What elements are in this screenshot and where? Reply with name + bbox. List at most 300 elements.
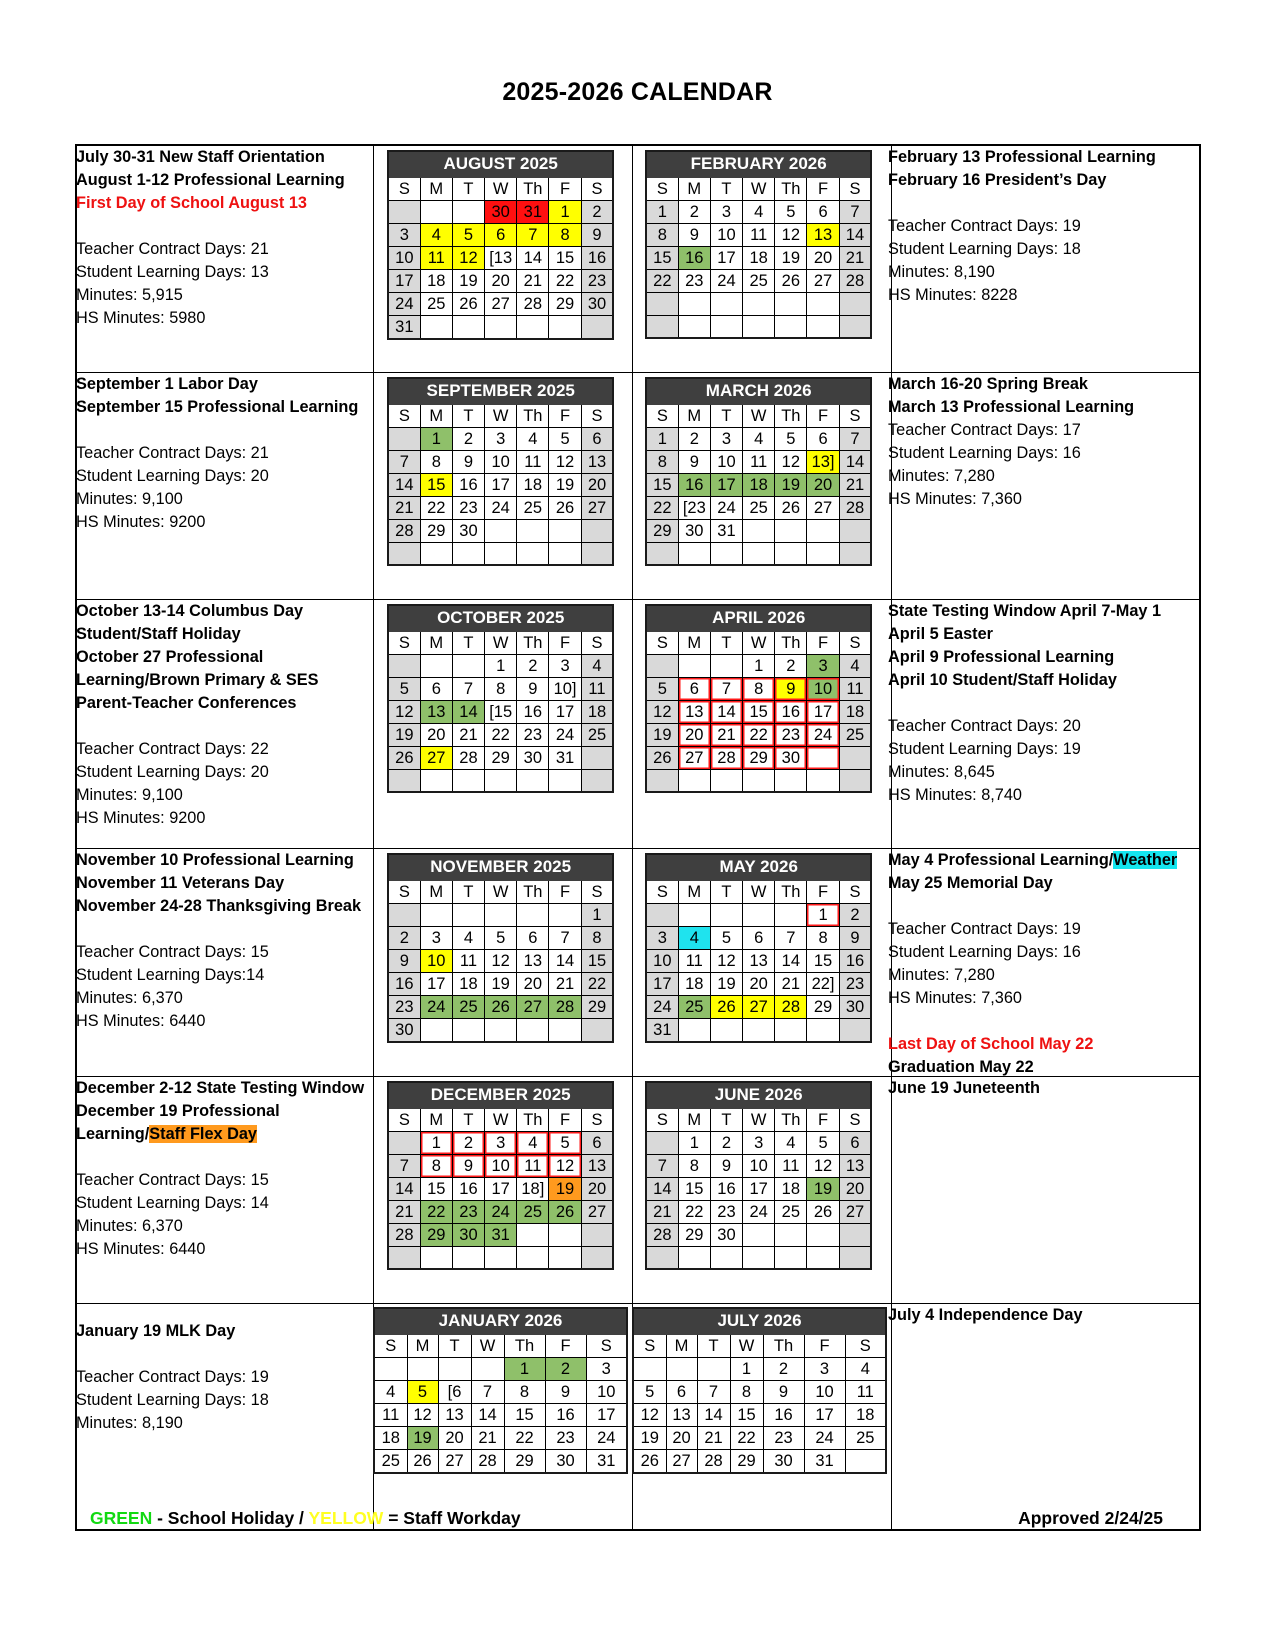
weekday-header: S (581, 880, 613, 903)
day-cell (452, 1246, 484, 1269)
day-cell: 20 (581, 473, 613, 496)
note-line: Teacher Contract Days: 19 (888, 920, 1081, 938)
note-line: Minutes: 8,190 (76, 1414, 183, 1432)
month-calendar (632, 1307, 887, 1474)
day-cell: 15 (504, 1403, 545, 1426)
weekday-header: S (839, 1108, 871, 1131)
note-line: March 16-20 Spring Break (888, 375, 1088, 393)
day-cell: 25 (374, 1449, 407, 1473)
day-cell: 10 (485, 1154, 517, 1177)
weekday-header: S (646, 880, 678, 903)
day-cell: 20 (581, 1177, 613, 1200)
day-cell (678, 1246, 710, 1269)
day-cell: 8 (485, 677, 517, 700)
weekday-header: S (839, 631, 871, 654)
note-line: Minutes: 8,645 (888, 763, 995, 781)
day-cell: 12 (549, 450, 581, 473)
note-line: April 9 Professional Learning (888, 648, 1115, 666)
weekday-header: S (581, 631, 613, 654)
day-cell: 17 (710, 473, 742, 496)
day-cell (374, 1357, 407, 1380)
note-spacer (76, 215, 345, 238)
day-cell: 2 (452, 1131, 484, 1154)
day-cell: 26 (646, 746, 678, 769)
weekday-header: F (807, 1108, 839, 1131)
day-cell (839, 315, 871, 338)
day-cell: 24 (586, 1426, 627, 1449)
day-cell: 2 (545, 1357, 586, 1380)
day-cell: 21 (517, 269, 549, 292)
weekday-header: F (549, 177, 581, 200)
day-cell: 12 (775, 223, 807, 246)
day-cell: 3 (388, 223, 420, 246)
note-line: Teacher Contract Days: 15 (76, 943, 269, 961)
day-cell: 27 (807, 496, 839, 519)
day-cell: 15 (807, 949, 839, 972)
note-line: Student Learning Days: 16 (888, 943, 1081, 961)
day-cell (452, 903, 484, 926)
day-cell: 16 (678, 246, 710, 269)
note-line: Minutes: 6,370 (76, 989, 183, 1007)
day-cell (743, 903, 775, 926)
day-cell: 2 (710, 1131, 742, 1154)
day-cell: 28 (697, 1449, 730, 1473)
day-cell: 24 (549, 723, 581, 746)
note-line: HS Minutes: 8228 (888, 286, 1018, 304)
day-cell: 6 (839, 1131, 871, 1154)
day-cell: 15 (678, 1177, 710, 1200)
weekday-header: W (485, 177, 517, 200)
day-cell: 9 (581, 223, 613, 246)
day-cell: 10 (710, 223, 742, 246)
month-title: DECEMBER 2025 (388, 1082, 613, 1108)
day-cell: 20 (666, 1426, 697, 1449)
day-cell (839, 769, 871, 792)
note-line: May 4 Professional Learning/Weather (888, 851, 1178, 869)
day-cell: 12 (646, 700, 678, 723)
note-line: HS Minutes: 8,740 (888, 786, 1022, 804)
note-highlight: Weather (1113, 851, 1178, 869)
day-cell: 7 (775, 926, 807, 949)
day-cell (646, 542, 678, 565)
day-cell: 2 (517, 654, 549, 677)
day-cell: 20 (438, 1426, 471, 1449)
day-cell (807, 1223, 839, 1246)
weekday-header: M (420, 631, 452, 654)
day-cell (678, 654, 710, 677)
day-cell: 30 (839, 995, 871, 1018)
day-cell (743, 1018, 775, 1042)
month-title: JANUARY 2026 (374, 1308, 627, 1334)
day-cell (517, 315, 549, 339)
day-cell: 22 (420, 1200, 452, 1223)
day-cell: 7 (710, 677, 742, 700)
note-line: Learning/Brown Primary & SES (76, 671, 319, 689)
day-cell (581, 1018, 613, 1042)
day-cell: 29 (420, 519, 452, 542)
day-cell: 2 (452, 427, 484, 450)
day-cell: 7 (517, 223, 549, 246)
day-cell: [15 (485, 700, 517, 723)
day-cell: 25 (517, 1200, 549, 1223)
approved-date: Approved 2/24/25 (1018, 1508, 1163, 1528)
day-cell: 15 (420, 473, 452, 496)
day-cell: 25 (517, 496, 549, 519)
day-cell (710, 1018, 742, 1042)
day-cell: 26 (485, 995, 517, 1018)
day-cell: 14 (549, 949, 581, 972)
day-cell: 29 (743, 746, 775, 769)
day-cell: 23 (710, 1200, 742, 1223)
day-cell: 22 (646, 496, 678, 519)
day-cell: 24 (485, 496, 517, 519)
day-cell: 23 (545, 1426, 586, 1449)
day-cell (517, 769, 549, 792)
weekday-header: T (697, 1334, 730, 1357)
day-cell: 29 (581, 995, 613, 1018)
day-cell: 8 (581, 926, 613, 949)
weekday-header: T (452, 880, 484, 903)
day-cell: 13 (678, 700, 710, 723)
day-cell (678, 769, 710, 792)
note-line: HS Minutes: 6440 (76, 1012, 206, 1030)
note-line: May 25 Memorial Day (888, 874, 1053, 892)
day-cell: 5 (549, 1131, 581, 1154)
day-cell: 14 (775, 949, 807, 972)
day-cell: 7 (388, 450, 420, 473)
legend-yellow: YELLOW (308, 1508, 384, 1528)
day-cell: 9 (517, 677, 549, 700)
day-cell: 14 (388, 1177, 420, 1200)
day-cell: 12 (549, 1154, 581, 1177)
day-cell (710, 769, 742, 792)
note-line: Minutes: 9,100 (76, 786, 183, 804)
note-spacer (76, 1146, 364, 1169)
weekday-header: T (710, 1108, 742, 1131)
day-cell: 3 (743, 1131, 775, 1154)
day-cell: 16 (581, 246, 613, 269)
month-title: APRIL 2026 (646, 605, 871, 631)
day-cell: 20 (420, 723, 452, 746)
day-cell (678, 542, 710, 565)
day-cell: 2 (678, 427, 710, 450)
day-cell: 22 (581, 972, 613, 995)
day-cell: 2 (581, 200, 613, 223)
day-cell: 18 (581, 700, 613, 723)
note-line: HS Minutes: 6440 (76, 1240, 206, 1258)
day-cell: 24 (807, 723, 839, 746)
day-cell: 26 (775, 496, 807, 519)
day-cell (471, 1357, 504, 1380)
day-cell: 12 (485, 949, 517, 972)
day-cell: 28 (710, 746, 742, 769)
day-cell: 8 (678, 1154, 710, 1177)
weekday-header: S (374, 1334, 407, 1357)
day-cell (807, 1246, 839, 1269)
day-cell: 23 (517, 723, 549, 746)
day-cell: 14 (452, 700, 484, 723)
day-cell (845, 1449, 886, 1473)
day-cell: 11 (517, 450, 549, 473)
day-cell (420, 1246, 452, 1269)
weekday-header: F (549, 631, 581, 654)
day-cell: 14 (710, 700, 742, 723)
day-cell: 27 (839, 1200, 871, 1223)
day-cell: 20 (807, 246, 839, 269)
day-cell: 23 (763, 1426, 804, 1449)
month-calendar (387, 1081, 614, 1270)
day-cell (452, 542, 484, 565)
day-cell (420, 903, 452, 926)
left-notes-0 (76, 146, 345, 330)
day-cell: 21 (775, 972, 807, 995)
day-cell: 27 (666, 1449, 697, 1473)
weekday-header: M (407, 1334, 438, 1357)
day-cell: 24 (710, 496, 742, 519)
day-cell: 17 (420, 972, 452, 995)
day-cell: 13 (420, 700, 452, 723)
day-cell (388, 542, 420, 565)
day-cell: 11 (845, 1380, 886, 1403)
day-cell (452, 1018, 484, 1042)
day-cell: 27 (517, 995, 549, 1018)
day-cell: 22] (807, 972, 839, 995)
month-title: MARCH 2026 (646, 378, 871, 404)
note-line: December 19 Professional (76, 1102, 280, 1120)
day-cell: 2 (839, 903, 871, 926)
day-cell: 11 (581, 677, 613, 700)
day-cell: 7 (549, 926, 581, 949)
day-cell: 17 (485, 1177, 517, 1200)
right-notes-4 (888, 1077, 1040, 1100)
day-cell: 21 (388, 1200, 420, 1223)
weekday-header: F (807, 177, 839, 200)
note-line: February 13 Professional Learning (888, 148, 1156, 166)
weekday-header: M (420, 1108, 452, 1131)
day-cell: 12 (388, 700, 420, 723)
note-line: First Day of School August 13 (76, 194, 307, 212)
weekday-header: S (581, 1108, 613, 1131)
day-cell: 1 (730, 1357, 763, 1380)
day-cell: 7 (471, 1380, 504, 1403)
day-cell: 8 (504, 1380, 545, 1403)
weekday-header: W (743, 631, 775, 654)
legend-sep1: - School Holiday / (152, 1508, 309, 1528)
day-cell: 30 (763, 1449, 804, 1473)
day-cell: 2 (775, 654, 807, 677)
day-cell: 12 (775, 450, 807, 473)
day-cell: 16 (452, 473, 484, 496)
day-cell (807, 746, 839, 769)
day-cell: 28 (549, 995, 581, 1018)
day-cell (581, 542, 613, 565)
day-cell: 19 (646, 723, 678, 746)
weekday-header: W (730, 1334, 763, 1357)
weekday-header: Th (517, 880, 549, 903)
weekday-header: W (485, 1108, 517, 1131)
day-cell: 23 (678, 269, 710, 292)
day-cell: 17 (743, 1177, 775, 1200)
day-cell (388, 903, 420, 926)
day-cell (839, 1223, 871, 1246)
day-cell: 23 (388, 995, 420, 1018)
note-line: February 16 President’s Day (888, 171, 1107, 189)
day-cell (807, 292, 839, 315)
day-cell: 28 (775, 995, 807, 1018)
day-cell: 27 (438, 1449, 471, 1473)
weekday-header: W (743, 177, 775, 200)
day-cell: 1 (581, 903, 613, 926)
month-calendar (645, 604, 872, 793)
day-cell: 18 (517, 473, 549, 496)
day-cell: 31 (710, 519, 742, 542)
day-cell: 25 (775, 1200, 807, 1223)
weekday-header: W (743, 880, 775, 903)
weekday-header: T (452, 631, 484, 654)
day-cell: 28 (839, 269, 871, 292)
day-cell (420, 654, 452, 677)
day-cell: 4 (581, 654, 613, 677)
day-cell: 27 (420, 746, 452, 769)
day-cell (839, 1018, 871, 1042)
day-cell: 27 (743, 995, 775, 1018)
day-cell: [13 (485, 246, 517, 269)
day-cell: 11 (775, 1154, 807, 1177)
day-cell (388, 654, 420, 677)
day-cell (517, 1223, 549, 1246)
note-line: Student Learning Days:14 (76, 966, 265, 984)
day-cell: 4 (420, 223, 452, 246)
weekday-header: Th (775, 1108, 807, 1131)
day-cell: 18] (517, 1177, 549, 1200)
weekday-header: T (710, 404, 742, 427)
day-cell: 16 (775, 700, 807, 723)
day-cell: 6 (678, 677, 710, 700)
day-cell (775, 903, 807, 926)
note-line: Minutes: 5,915 (76, 286, 183, 304)
day-cell: 22 (646, 269, 678, 292)
weekday-header: Th (517, 631, 549, 654)
day-cell: 23 (452, 1200, 484, 1223)
day-cell: 4 (452, 926, 484, 949)
day-cell: 5 (775, 427, 807, 450)
day-cell: 29 (485, 746, 517, 769)
day-cell: 26 (549, 1200, 581, 1223)
note-line: State Testing Window April 7-May 1 (888, 602, 1162, 620)
day-cell: 27 (678, 746, 710, 769)
day-cell (420, 1018, 452, 1042)
day-cell: 30 (452, 519, 484, 542)
day-cell: 4 (743, 200, 775, 223)
day-cell: 24 (804, 1426, 845, 1449)
day-cell (839, 542, 871, 565)
day-cell (807, 1018, 839, 1042)
day-cell: 28 (517, 292, 549, 315)
note-line: July 4 Independence Day (888, 1306, 1083, 1324)
month-calendar (645, 377, 872, 566)
day-cell (549, 1246, 581, 1269)
day-cell: 14 (388, 473, 420, 496)
note-line: Teacher Contract Days: 17 (888, 421, 1081, 439)
day-cell (807, 519, 839, 542)
legend (90, 1508, 521, 1529)
day-cell: 29 (504, 1449, 545, 1473)
day-cell: 9 (452, 450, 484, 473)
month-title: FEBRUARY 2026 (646, 151, 871, 177)
day-cell: 19 (549, 473, 581, 496)
note-line: November 10 Professional Learning (76, 851, 354, 869)
day-cell (743, 769, 775, 792)
day-cell: 5 (407, 1380, 438, 1403)
day-cell: 26 (407, 1449, 438, 1473)
day-cell (438, 1357, 471, 1380)
weekday-header: S (581, 404, 613, 427)
day-cell: 5 (549, 427, 581, 450)
note-line: Minutes: 6,370 (76, 1217, 183, 1235)
day-cell: 19 (775, 473, 807, 496)
left-notes-4 (76, 1077, 364, 1261)
day-cell: 22 (485, 723, 517, 746)
day-cell: 28 (471, 1449, 504, 1473)
right-notes-2 (888, 600, 1161, 807)
note-line: HS Minutes: 9200 (76, 513, 206, 531)
day-cell: 8 (420, 1154, 452, 1177)
weekday-header: S (633, 1334, 666, 1357)
day-cell: 6 (581, 427, 613, 450)
day-cell: 22 (549, 269, 581, 292)
note-spacer (888, 895, 1177, 918)
note-line: Teacher Contract Days: 21 (76, 240, 269, 258)
day-cell: 7 (452, 677, 484, 700)
day-cell: 16 (517, 700, 549, 723)
weekday-header: F (549, 404, 581, 427)
day-cell: 8 (420, 450, 452, 473)
weekday-header: F (549, 1108, 581, 1131)
day-cell: 26 (710, 995, 742, 1018)
day-cell: 28 (839, 496, 871, 519)
day-cell: 16 (763, 1403, 804, 1426)
day-cell: 17 (804, 1403, 845, 1426)
day-cell (678, 1018, 710, 1042)
left-notes-5 (76, 1320, 269, 1435)
day-cell: 3 (646, 926, 678, 949)
day-cell: 13] (807, 450, 839, 473)
day-cell: 13 (666, 1403, 697, 1426)
day-cell: 10 (804, 1380, 845, 1403)
weekday-header: M (666, 1334, 697, 1357)
day-cell: 11 (678, 949, 710, 972)
day-cell: 31 (485, 1223, 517, 1246)
day-cell: 11 (452, 949, 484, 972)
day-cell: 7 (388, 1154, 420, 1177)
day-cell: 17 (485, 473, 517, 496)
legend-sep2: = Staff Workday (383, 1508, 521, 1528)
day-cell: 10 (807, 677, 839, 700)
day-cell (775, 292, 807, 315)
day-cell: 6 (666, 1380, 697, 1403)
weekday-header: M (678, 880, 710, 903)
day-cell (581, 519, 613, 542)
day-cell: 1 (743, 654, 775, 677)
day-cell: 12 (807, 1154, 839, 1177)
day-cell (485, 769, 517, 792)
day-cell (452, 200, 484, 223)
day-cell: 4 (845, 1357, 886, 1380)
day-cell: 30 (775, 746, 807, 769)
day-cell: 25 (581, 723, 613, 746)
weekday-header: S (839, 404, 871, 427)
note-line: HS Minutes: 7,360 (888, 989, 1022, 1007)
